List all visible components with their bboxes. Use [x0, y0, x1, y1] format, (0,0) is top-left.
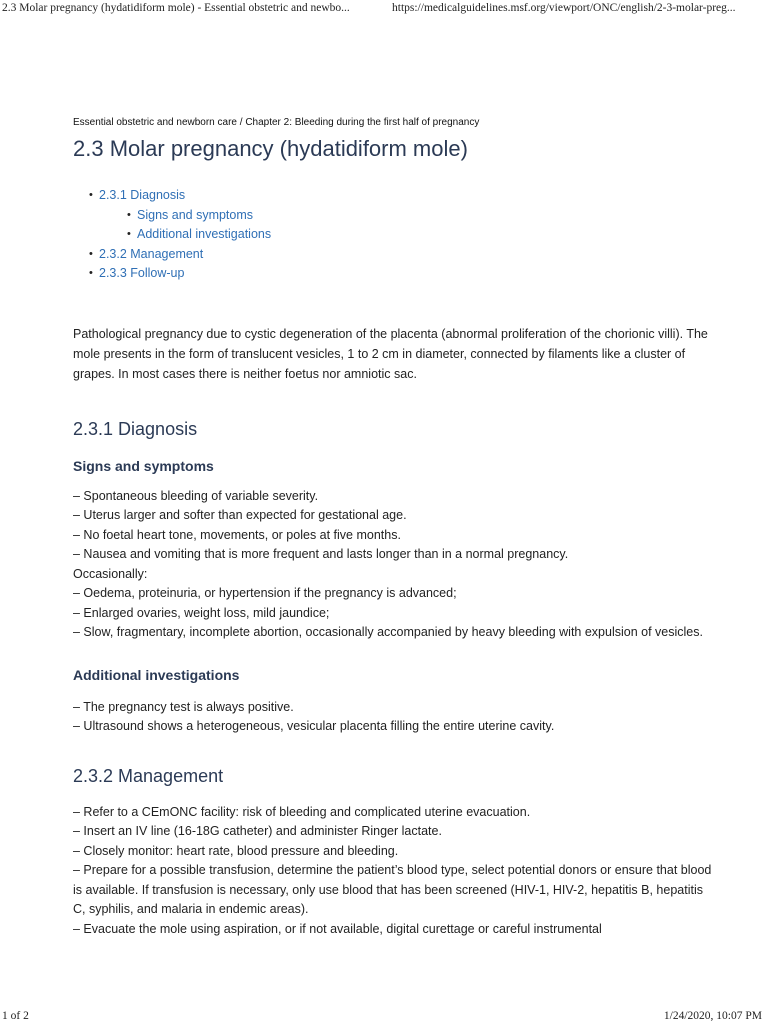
subheading-signs-and-symptoms: Signs and symptoms [73, 457, 214, 474]
page-counter: 1 of 2 [2, 1010, 29, 1022]
signs-line: – No foetal heart tone, movements, or poles at five months. [73, 527, 401, 542]
signs-line: – Slow, fragmentary, incomplete abortion, occasionally accompanied by heavy bleeding with expulsion of vesicles. [73, 625, 703, 639]
signs-line: – Oedema, proteinuria, or hypertension if the pregnancy is advanced; [73, 586, 457, 600]
management-line: – Insert an IV line (16-18G catheter) and administer Ringer lactate. [73, 824, 442, 838]
signs-line: – Uterus larger and softer than expected for gestational age. [73, 508, 407, 522]
signs-line: – Nausea and vomiting that is more frequent and lasts longer than in a normal pregnancy. [73, 547, 569, 561]
toc-item-investigations [137, 225, 713, 245]
toc-item-diagnosis [99, 186, 713, 245]
management-line: – Prepare for a possible transfusion, determine the patient’s blood type, select potential donors or ensure that blood is available. If transfusion is necessary, only use blood that has been screened (HIV-1, HIV-2, hepatitis B, hepatitis C, syphilis, and malaria in endemic areas). [73, 863, 712, 916]
signs-list [73, 487, 713, 643]
management-line: – Refer to a CEmONC facility: risk of bleeding and complicated uterine evacuation. [73, 804, 531, 819]
investigations-list [73, 698, 713, 737]
print-header [0, 0, 768, 18]
toc-link-follow-up[interactable]: 2.3.3 Follow-up [99, 266, 185, 280]
management-list [73, 803, 713, 940]
page-title: 2.3 Molar pregnancy (hydatidiform mole) [73, 136, 468, 161]
toc-item-management [99, 245, 713, 265]
signs-line: – Spontaneous bleeding of variable severity. [73, 488, 319, 503]
table-of-contents [73, 186, 713, 284]
investigations-line: – Ultrasound shows a heterogeneous, vesicular placenta filling the entire uterine cavity. [73, 719, 555, 733]
toc-link-signs-and-symptoms[interactable]: Signs and symptoms [137, 207, 254, 222]
print-header-url: https://medicalguidelines.msf.org/viewport/ONC/english/2-3-molar-preg... [392, 2, 736, 14]
management-line: – Evacuate the mole using aspiration, or if not available, digital curettage or careful instrumental [73, 921, 602, 936]
toc-link-additional-investigations[interactable]: Additional investigations [137, 227, 272, 241]
breadcrumb: Essential obstetric and newborn care / Chapter 2: Bleeding during the first half of pregnancy [73, 117, 480, 128]
section-heading-diagnosis: 2.3.1 Diagnosis [73, 418, 198, 439]
section-heading-management: 2.3.2 Management [73, 765, 224, 786]
toc-item-signs [137, 206, 713, 226]
signs-line: Occasionally: [73, 566, 148, 581]
investigations-line: – The pregnancy test is always positive. [73, 699, 294, 714]
print-footer [0, 1006, 768, 1024]
print-header-title: 2.3 Molar pregnancy (hydatidiform mole) - Essential obstetric and newbo... [2, 2, 350, 14]
signs-line: – Enlarged ovaries, weight loss, mild jaundice; [73, 605, 330, 620]
toc-link-management[interactable]: 2.3.2 Management [99, 246, 204, 261]
toc-item-followup [99, 264, 713, 284]
intro-paragraph: Pathological pregnancy due to cystic degeneration of the placenta (abnormal proliferation of the chorionic villi). The mole presents in the form of translucent vesicles, 1 to 2 cm in diameter, connected by filaments like a cluster of grapes. In most cases there is neither foetus nor amniotic sac. [73, 326, 708, 381]
subheading-additional-investigations: Additional investigations [73, 666, 240, 683]
print-datetime: 1/24/2020, 10:07 PM [663, 1010, 762, 1022]
toc-link-diagnosis[interactable]: 2.3.1 Diagnosis [99, 188, 186, 202]
management-line: – Closely monitor: heart rate, blood pressure and bleeding. [73, 843, 399, 858]
article [73, 116, 713, 939]
